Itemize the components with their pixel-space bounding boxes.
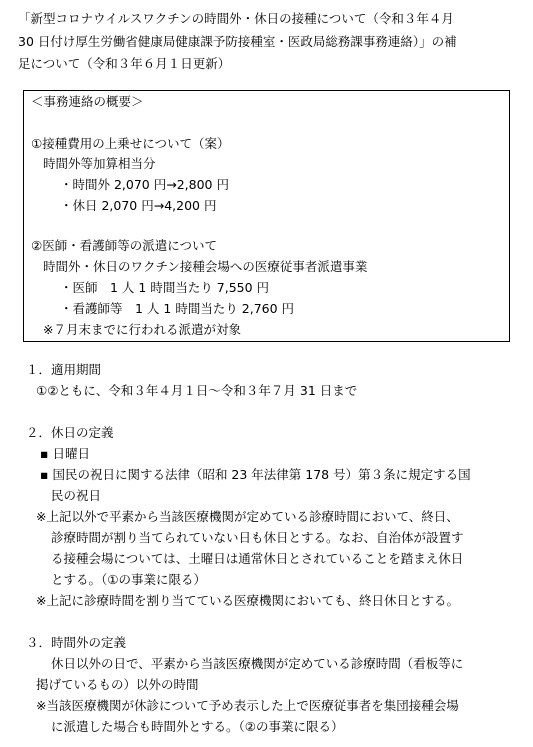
section-3-note-line: ※当該医療機関が休診について予め表示した上で医療従事者を集団接種会場: [36, 698, 459, 713]
section-2-note-1-line: 診療時間が割り当てられていない日も休日とする。なお、自治体が設置す: [51, 530, 464, 545]
summary-item-1-subtitle: 時間外等加算相当分: [43, 156, 156, 171]
document-title-line-3: 足について（令和３年６月１日更新）: [18, 56, 231, 71]
summary-item-2-row: ・看護師等 1 人 1 時間当たり 2,760 円: [60, 301, 295, 316]
section-2-note-2: ※上記に診療時間を割り当てている医療機関においても、終日休日とする。: [36, 593, 459, 608]
section-3-body-line: 休日以外の日で、平素から当該医療機関が定めている診療時間（看板等に: [51, 656, 464, 671]
section-3-heading: ３．時間外の定義: [26, 635, 127, 650]
document-title-line-1: 「新型コロナウイルスワクチンの時間外・休日の接種について（令和３年４月: [18, 11, 454, 26]
summary-heading: ＜事務連絡の概要＞: [31, 94, 144, 109]
summary-item-2-row: ・医師 1 人 1 時間当たり 7,550 円: [60, 280, 270, 295]
section-2-bullet: ▪ 日曜日: [40, 446, 90, 461]
summary-item-1-title: ①接種費用の上乗せについて（案）: [31, 136, 230, 151]
section-3-body-line: 掲げているもの）以外の時間: [36, 677, 199, 692]
summary-item-2-note: ※７月末までに行われる派遣が対象: [43, 322, 241, 337]
section-2-bullet: ▪ 国民の祝日に関する法律（昭和 23 年法律第 178 号）第３条に規定する国: [40, 467, 471, 482]
section-2-note-1-line: る接種会場については、土曜日は通常休日とされていることを踏まえ休日: [51, 551, 464, 566]
summary-item-2-title: ②医師・看護師等の派遣について: [31, 238, 217, 253]
summary-item-2-subtitle: 時間外・休日のワクチン接種会場への医療従事者派遣事業: [43, 259, 368, 274]
section-2-note-1-line: ※上記以外で平素から当該医療機関が定めている診療時間において、終日、: [36, 509, 459, 524]
summary-item-1-row: ・時間外 2,070 円→2,800 円: [60, 177, 229, 192]
section-1-body: ①②ともに、令和３年４月１日～令和３年７月 31 日まで: [36, 383, 358, 398]
summary-item-1-row: ・休日 2,070 円→4,200 円: [60, 198, 217, 213]
section-3-note-line: に派遣した場合も時間外とする。（②の事業に限る）: [51, 719, 344, 734]
section-2-note-1-line: とする。（①の事業に限る）: [51, 572, 206, 587]
section-2-bullet-continuation: 民の祝日: [51, 488, 102, 503]
section-1-heading: １．適用期間: [26, 362, 102, 377]
section-2-heading: ２．休日の定義: [26, 425, 114, 440]
document-title-line-2: 30 日付け厚生労働省健康局健康課予防接種室・医政局総務課事務連絡）」の補: [18, 34, 457, 49]
